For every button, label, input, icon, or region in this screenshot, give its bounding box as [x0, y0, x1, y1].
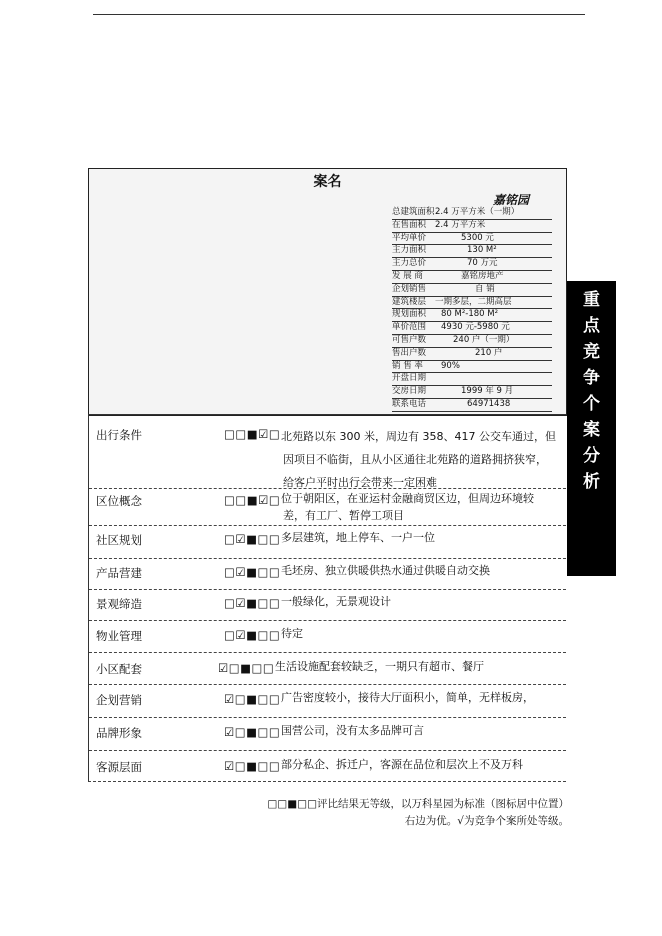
- row-desc-line: 毛坯房、独立供暖供热水通过供暖自动交换: [281, 564, 490, 577]
- info-label: 主力面积: [392, 245, 427, 256]
- info-label: 规划面积: [392, 309, 427, 320]
- rating-marks: ☑□■□□: [224, 759, 281, 773]
- row-label: 企划营销: [96, 693, 142, 707]
- row-desc-line: 生活设施配套较缺乏，一期只有超市、餐厅: [275, 660, 484, 673]
- footnote-line: 右边为优。√为竞争个案所处等级。: [404, 815, 569, 827]
- row-label: 品牌形象: [96, 726, 142, 740]
- info-label: 平均单价: [392, 232, 427, 243]
- table-row: [89, 589, 566, 620]
- info-value: 2.4 万平方米（一期）: [435, 207, 520, 217]
- side-char: 分: [583, 446, 600, 466]
- info-value: 嘉铭房地产: [461, 270, 504, 281]
- project-info-panel: [88, 168, 567, 416]
- table-row: [89, 652, 566, 684]
- info-label: 在售面积: [392, 219, 427, 230]
- rating-marks: ☑□■□□: [224, 692, 281, 706]
- row-desc: [281, 719, 424, 742]
- row-desc-line: 位于朝阳区，在亚运村金融商贸区边，但周边环境较: [281, 492, 534, 505]
- info-row: [392, 271, 552, 284]
- info-label: 联系电话: [392, 398, 427, 409]
- row-label: 出行条件: [96, 428, 142, 442]
- rating-marks: □□■☑□: [224, 493, 281, 507]
- info-label: 总建筑面积: [392, 207, 435, 217]
- info-value: 64971438: [467, 398, 511, 409]
- info-row: [392, 361, 552, 374]
- info-label: 发 展 商: [392, 270, 423, 281]
- side-char: 案: [583, 420, 600, 440]
- row-desc: [281, 622, 303, 645]
- side-char: 重: [583, 290, 600, 310]
- row-desc: [281, 753, 523, 776]
- row-desc: [281, 490, 534, 524]
- info-label: 销 售 率: [392, 360, 423, 371]
- table-row: [89, 620, 566, 652]
- info-row: [392, 373, 552, 386]
- table-row: [89, 558, 566, 589]
- row-desc-line: 待定: [281, 627, 303, 640]
- info-value: 4930 元-5980 元: [441, 322, 510, 333]
- table-row: [89, 750, 566, 782]
- rating-marks: ☑□■□□: [224, 725, 281, 739]
- info-label: 企划销售: [392, 283, 427, 294]
- row-desc: [275, 655, 484, 678]
- row-desc: [281, 686, 534, 709]
- info-row: [392, 322, 552, 335]
- project-heading: 案名: [313, 174, 342, 190]
- table-row: [89, 415, 566, 487]
- info-label: 主力总价: [392, 258, 427, 269]
- row-label: 物业管理: [96, 629, 142, 643]
- info-value: 80 M²-180 M²: [441, 309, 498, 320]
- row-desc: [281, 526, 435, 549]
- info-row: [392, 309, 552, 322]
- info-value: 70 万元: [467, 258, 498, 269]
- rating-marks: □☑■□□: [224, 565, 281, 579]
- table-row: [89, 684, 566, 717]
- rating-marks: □☑■□□: [224, 628, 281, 642]
- row-label: 小区配套: [96, 662, 142, 676]
- rating-marks: □□■☑□: [224, 427, 281, 441]
- table-row: [89, 525, 566, 558]
- project-info-list: [392, 207, 552, 412]
- header-rule: [93, 14, 585, 15]
- side-banner: [567, 281, 616, 576]
- info-row: [392, 348, 552, 361]
- row-desc-line: 一般绿化，无景观设计: [281, 595, 391, 608]
- info-value: 1999 年 9 月: [461, 386, 514, 397]
- side-char: 个: [583, 394, 600, 414]
- row-label: 区位概念: [96, 494, 142, 508]
- info-row: [392, 207, 552, 220]
- table-row: [89, 717, 566, 750]
- side-banner-text: [567, 287, 616, 495]
- info-value: 210 户: [475, 347, 503, 358]
- project-name: 嘉铭园: [493, 193, 530, 207]
- row-desc: [281, 425, 556, 494]
- info-label: 交房日期: [392, 386, 427, 397]
- row-desc-line: 广告密度较小，接待大厅面积小，简单，无样板房，: [281, 691, 534, 704]
- info-row: [392, 245, 552, 258]
- rating-marks: ☑□■□□: [218, 661, 275, 675]
- info-label: 开盘日期: [392, 373, 427, 384]
- row-desc: [281, 590, 391, 613]
- info-row: [392, 297, 552, 310]
- row-desc: [281, 559, 490, 582]
- side-char: 争: [583, 368, 600, 388]
- info-row: [392, 258, 552, 271]
- info-value: 2.4 万平方米: [435, 219, 486, 230]
- info-row: [392, 284, 552, 297]
- info-row: [392, 233, 552, 246]
- row-desc-line: 因项目不临街，且从小区通往北苑路的道路拥挤狭窄，: [283, 453, 547, 466]
- row-label: 客源层面: [96, 760, 142, 774]
- side-char: 点: [583, 316, 600, 336]
- info-label: 售出户数: [392, 347, 427, 358]
- footnote-line: □□■□□评比结果无等级，以万科星园为标准（图标居中位置）: [267, 798, 569, 810]
- info-row: [392, 399, 552, 412]
- info-value: 90%: [441, 360, 460, 371]
- footnote: [267, 796, 569, 830]
- table-row: [89, 488, 566, 525]
- row-label: 产品营建: [96, 566, 142, 580]
- side-char: 析: [583, 472, 600, 492]
- side-char: 竞: [583, 342, 600, 362]
- info-value: 240 户（一期）: [453, 334, 515, 345]
- row-desc-line: 多层建筑，地上停车、一户一位: [281, 531, 435, 544]
- info-row: [392, 335, 552, 348]
- rating-marks: □☑■□□: [224, 532, 281, 546]
- evaluation-table: [88, 414, 566, 782]
- row-desc-line: 差，有工厂、暂停工项目: [283, 509, 404, 522]
- info-row: [392, 220, 552, 233]
- info-label: 单价范围: [392, 322, 427, 333]
- row-desc-line: 给客户平时出行会带来一定困难: [283, 476, 437, 489]
- info-value: 130 M²: [467, 245, 497, 256]
- info-row: [392, 386, 552, 399]
- row-desc-line: 部分私企、拆迁户，客源在品位和层次上不及万科: [281, 758, 523, 771]
- info-label: 建筑楼层: [392, 296, 427, 307]
- info-value: 5300 元: [461, 232, 494, 243]
- info-value: 一期多层，二期高层: [435, 296, 512, 307]
- row-label: 社区规划: [96, 533, 142, 547]
- info-value: 自 销: [475, 283, 495, 294]
- row-label: 景观缔造: [96, 597, 142, 611]
- row-desc-line: 北苑路以东 300 米，周边有 358、417 公交车通过，但: [281, 430, 556, 443]
- info-label: 可售户数: [392, 334, 427, 345]
- row-desc-line: 国营公司，没有太多品牌可言: [281, 724, 424, 737]
- rating-marks: □☑■□□: [224, 596, 281, 610]
